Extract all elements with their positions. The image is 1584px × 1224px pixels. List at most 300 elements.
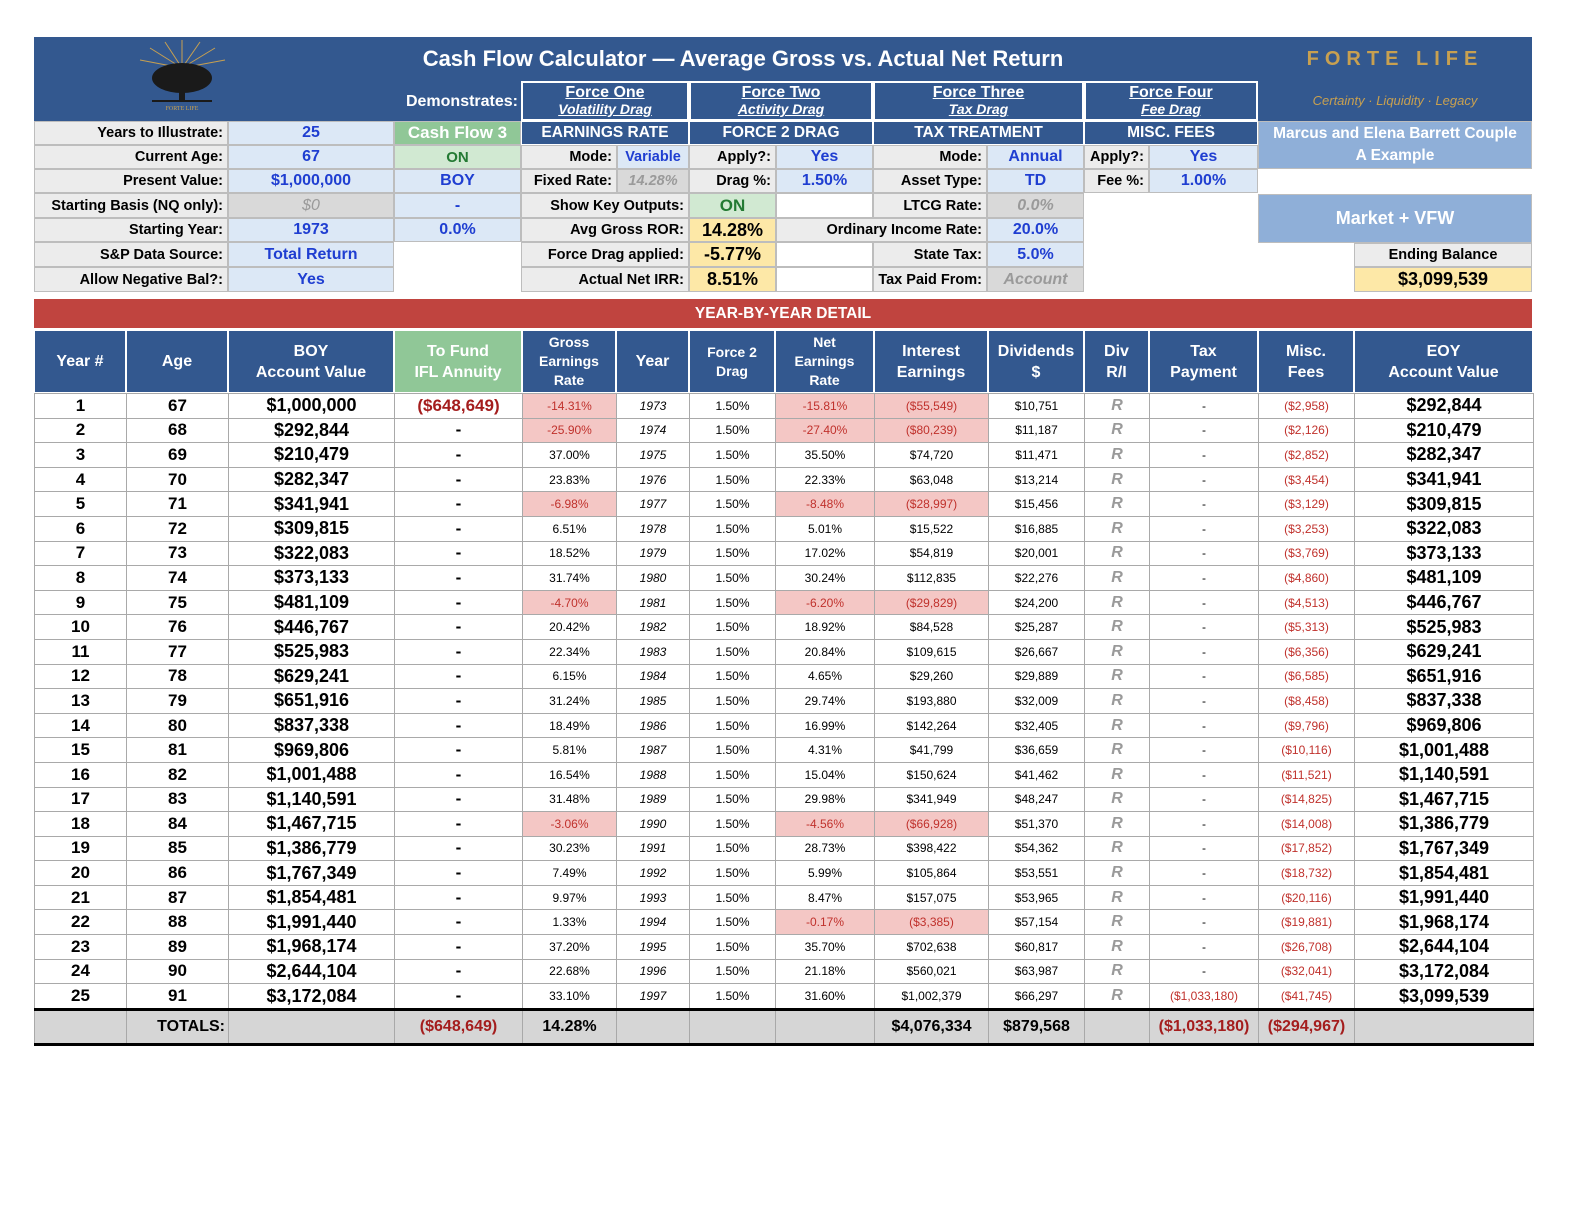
- year-cell: 5: [35, 492, 127, 517]
- net-rate-cell: 35.70%: [776, 935, 875, 960]
- year-label-cell: 1988: [617, 762, 690, 787]
- drag-cell: 1.50%: [690, 713, 776, 738]
- div-ri-cell[interactable]: R: [1085, 516, 1150, 541]
- ordinary-income-input[interactable]: 20.0%: [987, 218, 1084, 242]
- cash-flow-timing[interactable]: BOY: [394, 169, 521, 193]
- div-ri-cell[interactable]: R: [1085, 935, 1150, 960]
- eoy-value-cell: $481,109: [1355, 566, 1534, 591]
- drag-cell: 1.50%: [690, 787, 776, 812]
- force-three-header[interactable]: [873, 81, 1084, 121]
- show-outputs-toggle[interactable]: ON: [689, 193, 776, 218]
- interest-cell: $150,624: [875, 762, 989, 787]
- gross-rate-cell: -25.90%: [523, 418, 617, 443]
- force-drag-value: -5.77%: [689, 242, 776, 267]
- table-row: [35, 959, 1534, 984]
- fund-cell: -: [395, 541, 523, 566]
- column-header-misc-fees: Misc. Fees: [1258, 330, 1354, 393]
- interest-cell: $157,075: [875, 885, 989, 910]
- totals-interest: $4,076,334: [875, 1009, 989, 1044]
- boy-value-cell: $481,109: [229, 590, 395, 615]
- totals-cell: [1085, 1009, 1150, 1044]
- eoy-value-cell: $446,767: [1355, 590, 1534, 615]
- year-cell: 22: [35, 910, 127, 935]
- tax-cell: -: [1150, 394, 1259, 419]
- year-cell: 4: [35, 467, 127, 492]
- div-ri-cell[interactable]: R: [1085, 738, 1150, 763]
- fund-cell: -: [395, 418, 523, 443]
- totals-row: [35, 1009, 1534, 1044]
- fund-cell: -: [395, 492, 523, 517]
- pv-label: Present Value:: [34, 169, 228, 193]
- fees-cell: ($18,732): [1259, 861, 1355, 886]
- age-cell: 78: [127, 664, 229, 689]
- force2-apply-select[interactable]: Yes: [776, 145, 873, 169]
- column-header-boy-value: BOY Account Value: [228, 330, 394, 393]
- year-label-cell: 1994: [617, 910, 690, 935]
- source-select[interactable]: Total Return: [228, 242, 394, 267]
- year-label-cell: 1991: [617, 836, 690, 861]
- boy-value-cell: $1,000,000: [229, 394, 395, 419]
- gross-rate-cell: 31.24%: [523, 689, 617, 714]
- fees-apply-label: Apply?:: [1084, 145, 1149, 169]
- year-cell: 23: [35, 935, 127, 960]
- tax-cell: -: [1150, 639, 1259, 664]
- fees-cell: ($3,454): [1259, 467, 1355, 492]
- year-cell: 12: [35, 664, 127, 689]
- negative-select[interactable]: Yes: [228, 267, 394, 292]
- div-ri-cell[interactable]: R: [1085, 959, 1150, 984]
- dividends-cell: $32,009: [989, 689, 1085, 714]
- fund-cell: -: [395, 812, 523, 837]
- table-row: [35, 689, 1534, 714]
- table-row: [35, 639, 1534, 664]
- column-header-year: Year #: [34, 330, 126, 393]
- table-row: [35, 861, 1534, 886]
- eoy-value-cell: $969,806: [1355, 713, 1534, 738]
- table-row: [35, 812, 1534, 837]
- years-input[interactable]: 25: [228, 121, 394, 145]
- cash-flow-title: Cash Flow 3: [394, 121, 521, 145]
- boy-value-cell: $1,386,779: [229, 836, 395, 861]
- year-label-cell: 1996: [617, 959, 690, 984]
- dividends-cell: $41,462: [989, 762, 1085, 787]
- negative-label: Allow Negative Bal?:: [34, 267, 228, 292]
- table-row: [35, 516, 1534, 541]
- div-ri-cell[interactable]: R: [1085, 639, 1150, 664]
- year-cell: 6: [35, 516, 127, 541]
- tax-cell: -: [1150, 689, 1259, 714]
- table-row: [35, 787, 1534, 812]
- start-year-label: Starting Year:: [34, 218, 228, 242]
- net-rate-cell: -27.40%: [776, 418, 875, 443]
- boy-value-cell: $651,916: [229, 689, 395, 714]
- fees-cell: ($2,958): [1259, 394, 1355, 419]
- table-row: [35, 443, 1534, 468]
- table-row: [35, 394, 1534, 419]
- gross-rate-cell: 22.34%: [523, 639, 617, 664]
- interest-cell: ($66,928): [875, 812, 989, 837]
- year-label-cell: 1974: [617, 418, 690, 443]
- boy-value-cell: $837,338: [229, 713, 395, 738]
- gross-rate-cell: -6.98%: [523, 492, 617, 517]
- earnings-mode-select[interactable]: Variable: [617, 145, 689, 169]
- tax-cell: -: [1150, 713, 1259, 738]
- div-ri-cell[interactable]: R: [1085, 885, 1150, 910]
- gross-rate-cell: 23.83%: [523, 467, 617, 492]
- ending-balance-label: Ending Balance: [1354, 243, 1532, 267]
- net-rate-cell: 30.24%: [776, 566, 875, 591]
- fee-pct-input[interactable]: 1.00%: [1149, 169, 1258, 193]
- drag-cell: 1.50%: [690, 418, 776, 443]
- interest-cell: $193,880: [875, 689, 989, 714]
- table-row: [35, 935, 1534, 960]
- div-ri-cell[interactable]: R: [1085, 492, 1150, 517]
- drag-cell: 1.50%: [690, 935, 776, 960]
- net-rate-cell: 20.84%: [776, 639, 875, 664]
- force-one-header[interactable]: [521, 81, 689, 121]
- table-row: [35, 836, 1534, 861]
- interest-cell: ($3,385): [875, 910, 989, 935]
- fees-cell: ($6,356): [1259, 639, 1355, 664]
- age-cell: 86: [127, 861, 229, 886]
- drag-cell: 1.50%: [690, 590, 776, 615]
- fees-cell: ($5,313): [1259, 615, 1355, 640]
- interest-cell: ($80,239): [875, 418, 989, 443]
- eoy-value-cell: $1,854,481: [1355, 861, 1534, 886]
- net-rate-cell: 8.47%: [776, 885, 875, 910]
- tax-cell: -: [1150, 910, 1259, 935]
- fees-cell: ($20,116): [1259, 885, 1355, 910]
- year-label-cell: 1975: [617, 443, 690, 468]
- net-irr-label: Actual Net IRR:: [521, 267, 689, 292]
- drag-cell: 1.50%: [690, 762, 776, 787]
- gross-rate-cell: 30.23%: [523, 836, 617, 861]
- tax-cell: -: [1150, 566, 1259, 591]
- year-cell: 19: [35, 836, 127, 861]
- year-cell: 1: [35, 394, 127, 419]
- gross-rate-cell: 7.49%: [523, 861, 617, 886]
- eoy-value-cell: $525,983: [1355, 615, 1534, 640]
- div-ri-cell[interactable]: R: [1085, 418, 1150, 443]
- state-tax-input[interactable]: 5.0%: [987, 242, 1084, 267]
- client-line-1: Marcus and Elena Barrett Couple: [1273, 125, 1517, 142]
- interest-cell: $112,835: [875, 566, 989, 591]
- age-cell: 83: [127, 787, 229, 812]
- age-cell: 71: [127, 492, 229, 517]
- age-cell: 80: [127, 713, 229, 738]
- div-ri-cell[interactable]: R: [1085, 762, 1150, 787]
- dividends-cell: $51,370: [989, 812, 1085, 837]
- div-ri-cell[interactable]: R: [1085, 615, 1150, 640]
- table-row: [35, 418, 1534, 443]
- column-header-net-rate: Net Earnings Rate: [775, 330, 874, 393]
- demonstrates-label: Demonstrates:: [405, 93, 518, 110]
- div-ri-cell[interactable]: R: [1085, 787, 1150, 812]
- totals-cell: [229, 1009, 395, 1044]
- cash-flow-pct[interactable]: 0.0%: [394, 218, 521, 242]
- dividends-cell: $66,297: [989, 984, 1085, 1010]
- div-ri-cell[interactable]: R: [1085, 467, 1150, 492]
- force-subtitle: Tax Drag: [948, 101, 1009, 117]
- tax-paid-from-select[interactable]: Account: [987, 267, 1084, 292]
- scenario-button[interactable]: Market + VFW: [1258, 194, 1532, 243]
- div-ri-cell[interactable]: R: [1085, 590, 1150, 615]
- totals-cell: [35, 1009, 127, 1044]
- div-ri-cell[interactable]: R: [1085, 443, 1150, 468]
- year-label-cell: 1981: [617, 590, 690, 615]
- table-row: [35, 492, 1534, 517]
- dividends-cell: $16,885: [989, 516, 1085, 541]
- asset-type-label: Asset Type:: [873, 169, 987, 193]
- force2-drag-input[interactable]: 1.50%: [776, 169, 873, 193]
- net-rate-cell: 21.18%: [776, 959, 875, 984]
- age-cell: 67: [127, 394, 229, 419]
- age-input[interactable]: 67: [228, 145, 394, 169]
- drag-cell: 1.50%: [690, 689, 776, 714]
- div-ri-cell[interactable]: R: [1085, 861, 1150, 886]
- column-header-force2-drag: Force 2 Drag: [689, 330, 775, 393]
- fees-cell: ($41,745): [1259, 984, 1355, 1010]
- detail-banner: YEAR-BY-YEAR DETAIL: [34, 299, 1532, 328]
- div-ri-cell[interactable]: R: [1085, 394, 1150, 419]
- ltcg-input[interactable]: 0.0%: [987, 193, 1084, 218]
- net-rate-cell: 29.98%: [776, 787, 875, 812]
- net-rate-cell: 5.99%: [776, 861, 875, 886]
- boy-value-cell: $446,767: [229, 615, 395, 640]
- force-four-header[interactable]: [1084, 81, 1258, 121]
- boy-value-cell: $210,479: [229, 443, 395, 468]
- year-cell: 16: [35, 762, 127, 787]
- force-title: Force One: [565, 84, 645, 101]
- tax-cell: -: [1150, 590, 1259, 615]
- year-cell: 8: [35, 566, 127, 591]
- interest-cell: $109,615: [875, 639, 989, 664]
- year-label-cell: 1986: [617, 713, 690, 738]
- age-cell: 69: [127, 443, 229, 468]
- column-header-gross-rate: Gross Earnings Rate: [522, 330, 616, 393]
- fees-cell: ($2,852): [1259, 443, 1355, 468]
- year-cell: 10: [35, 615, 127, 640]
- year-cell: 3: [35, 443, 127, 468]
- dividends-cell: $20,001: [989, 541, 1085, 566]
- forte-life-logo: [120, 38, 245, 118]
- show-outputs-label: Show Key Outputs:: [521, 193, 689, 218]
- fees-cell: ($4,860): [1259, 566, 1355, 591]
- boy-value-cell: $1,991,440: [229, 910, 395, 935]
- eoy-value-cell: $309,815: [1355, 492, 1534, 517]
- gross-rate-cell: 31.74%: [523, 566, 617, 591]
- gross-rate-cell: 20.42%: [523, 615, 617, 640]
- fees-cell: ($26,708): [1259, 935, 1355, 960]
- net-irr-value: 8.51%: [689, 267, 776, 292]
- year-cell: 11: [35, 639, 127, 664]
- table-body: [35, 394, 1534, 1010]
- interest-cell: $341,949: [875, 787, 989, 812]
- dividends-cell: $48,247: [989, 787, 1085, 812]
- year-label-cell: 1997: [617, 984, 690, 1010]
- year-cell: 13: [35, 689, 127, 714]
- tax-cell: -: [1150, 516, 1259, 541]
- age-cell: 77: [127, 639, 229, 664]
- boy-value-cell: $322,083: [229, 541, 395, 566]
- interest-cell: $1,002,379: [875, 984, 989, 1010]
- fees-cell: ($6,585): [1259, 664, 1355, 689]
- div-ri-cell[interactable]: R: [1085, 984, 1150, 1010]
- fund-cell: -: [395, 566, 523, 591]
- drag-cell: 1.50%: [690, 541, 776, 566]
- boy-value-cell: $969,806: [229, 738, 395, 763]
- tax-cell: -: [1150, 664, 1259, 689]
- year-cell: 21: [35, 885, 127, 910]
- interest-cell: $15,522: [875, 516, 989, 541]
- fund-cell: -: [395, 639, 523, 664]
- boy-value-cell: $292,844: [229, 418, 395, 443]
- earnings-rate-header: EARNINGS RATE: [521, 121, 689, 145]
- force-title: Force Four: [1129, 84, 1213, 101]
- fee-pct-label: Fee %:: [1084, 169, 1149, 193]
- fund-cell: -: [395, 590, 523, 615]
- table-row: [35, 615, 1534, 640]
- fund-cell: -: [395, 984, 523, 1010]
- year-cell: 20: [35, 861, 127, 886]
- year-label-cell: 1976: [617, 467, 690, 492]
- boy-value-cell: $1,467,715: [229, 812, 395, 837]
- tax-cell: -: [1150, 443, 1259, 468]
- column-header-fund-annuity: To Fund IFL Annuity: [394, 330, 522, 393]
- net-rate-cell: 18.92%: [776, 615, 875, 640]
- fixed-rate-input[interactable]: 14.28%: [617, 169, 689, 193]
- dividends-cell: $11,187: [989, 418, 1085, 443]
- tax-cell: -: [1150, 467, 1259, 492]
- tax-cell: -: [1150, 959, 1259, 984]
- column-header-interest: Interest Earnings: [874, 330, 988, 393]
- fees-cell: ($19,881): [1259, 910, 1355, 935]
- eoy-value-cell: $1,001,488: [1355, 738, 1534, 763]
- asset-type-select[interactable]: TD: [987, 169, 1084, 193]
- column-header-age: Age: [126, 330, 228, 393]
- dividends-cell: $24,200: [989, 590, 1085, 615]
- year-label-cell: 1980: [617, 566, 690, 591]
- div-ri-cell[interactable]: R: [1085, 836, 1150, 861]
- table-row: [35, 590, 1534, 615]
- force-two-header[interactable]: [689, 81, 873, 121]
- drag-cell: 1.50%: [690, 910, 776, 935]
- eoy-value-cell: $322,083: [1355, 516, 1534, 541]
- drag-cell: 1.50%: [690, 959, 776, 984]
- year-cell: 18: [35, 812, 127, 837]
- drag-cell: 1.50%: [690, 516, 776, 541]
- avg-gross-label: Avg Gross ROR:: [521, 218, 689, 242]
- start-year-input[interactable]: 1973: [228, 218, 394, 242]
- drag-cell: 1.50%: [690, 639, 776, 664]
- dividends-cell: $11,471: [989, 443, 1085, 468]
- gross-rate-cell: 5.81%: [523, 738, 617, 763]
- force2-drag-label: Drag %:: [689, 169, 776, 193]
- fund-cell: -: [395, 713, 523, 738]
- age-cell: 88: [127, 910, 229, 935]
- gross-rate-cell: -14.31%: [523, 394, 617, 419]
- drag-cell: 1.50%: [690, 443, 776, 468]
- fees-apply-select[interactable]: Yes: [1149, 145, 1258, 169]
- boy-value-cell: $1,001,488: [229, 762, 395, 787]
- year-cell: 17: [35, 787, 127, 812]
- fund-cell: -: [395, 885, 523, 910]
- fund-cell: ($648,649): [395, 394, 523, 419]
- div-ri-cell[interactable]: R: [1085, 812, 1150, 837]
- dividends-cell: $60,817: [989, 935, 1085, 960]
- fees-cell: ($4,513): [1259, 590, 1355, 615]
- totals-tax: ($1,033,180): [1150, 1009, 1259, 1044]
- div-ri-cell[interactable]: R: [1085, 713, 1150, 738]
- div-ri-cell[interactable]: R: [1085, 541, 1150, 566]
- tax-cell: -: [1150, 935, 1259, 960]
- eoy-value-cell: $629,241: [1355, 639, 1534, 664]
- fees-cell: ($9,796): [1259, 713, 1355, 738]
- div-ri-cell[interactable]: R: [1085, 566, 1150, 591]
- boy-value-cell: $629,241: [229, 664, 395, 689]
- blank-cell: [776, 242, 873, 267]
- eoy-value-cell: $1,467,715: [1355, 787, 1534, 812]
- tax-cell: -: [1150, 492, 1259, 517]
- fund-cell: -: [395, 615, 523, 640]
- table-row: [35, 738, 1534, 763]
- totals-fund: ($648,649): [395, 1009, 523, 1044]
- interest-cell: $105,864: [875, 861, 989, 886]
- tax-mode-select[interactable]: Annual: [987, 145, 1084, 169]
- fund-cell: -: [395, 935, 523, 960]
- fund-cell: -: [395, 910, 523, 935]
- year-label-cell: 1982: [617, 615, 690, 640]
- gross-rate-cell: 1.33%: [523, 910, 617, 935]
- pv-input[interactable]: $1,000,000: [228, 169, 394, 193]
- age-cell: 70: [127, 467, 229, 492]
- client-name[interactable]: [1258, 121, 1532, 169]
- tax-cell: -: [1150, 615, 1259, 640]
- div-ri-cell[interactable]: R: [1085, 910, 1150, 935]
- div-ri-cell[interactable]: R: [1085, 664, 1150, 689]
- force-drag-label: Force Drag applied:: [521, 242, 689, 267]
- dividends-cell: $26,667: [989, 639, 1085, 664]
- boy-value-cell: $282,347: [229, 467, 395, 492]
- fund-cell: -: [395, 467, 523, 492]
- fund-cell: -: [395, 836, 523, 861]
- eoy-value-cell: $651,916: [1355, 664, 1534, 689]
- eoy-value-cell: $292,844: [1355, 394, 1534, 419]
- year-cell: 9: [35, 590, 127, 615]
- eoy-value-cell: $3,172,084: [1355, 959, 1534, 984]
- age-cell: 74: [127, 566, 229, 591]
- dividends-cell: $54,362: [989, 836, 1085, 861]
- eoy-value-cell: $1,767,349: [1355, 836, 1534, 861]
- gross-rate-cell: 16.54%: [523, 762, 617, 787]
- force2-drag-header: FORCE 2 DRAG: [689, 121, 873, 145]
- boy-value-cell: $373,133: [229, 566, 395, 591]
- year-cell: 24: [35, 959, 127, 984]
- cash-flow-status[interactable]: ON: [394, 145, 521, 169]
- interest-cell: $74,720: [875, 443, 989, 468]
- drag-cell: 1.50%: [690, 492, 776, 517]
- gross-rate-cell: 31.48%: [523, 787, 617, 812]
- basis-input[interactable]: $0: [228, 193, 394, 218]
- avg-gross-value: 14.28%: [689, 218, 776, 242]
- table-row: [35, 664, 1534, 689]
- cash-flow-amount[interactable]: -: [394, 193, 521, 218]
- blank-cell: [776, 267, 873, 292]
- totals-cell: [617, 1009, 690, 1044]
- div-ri-cell[interactable]: R: [1085, 689, 1150, 714]
- interest-cell: $142,264: [875, 713, 989, 738]
- interest-cell: ($55,549): [875, 394, 989, 419]
